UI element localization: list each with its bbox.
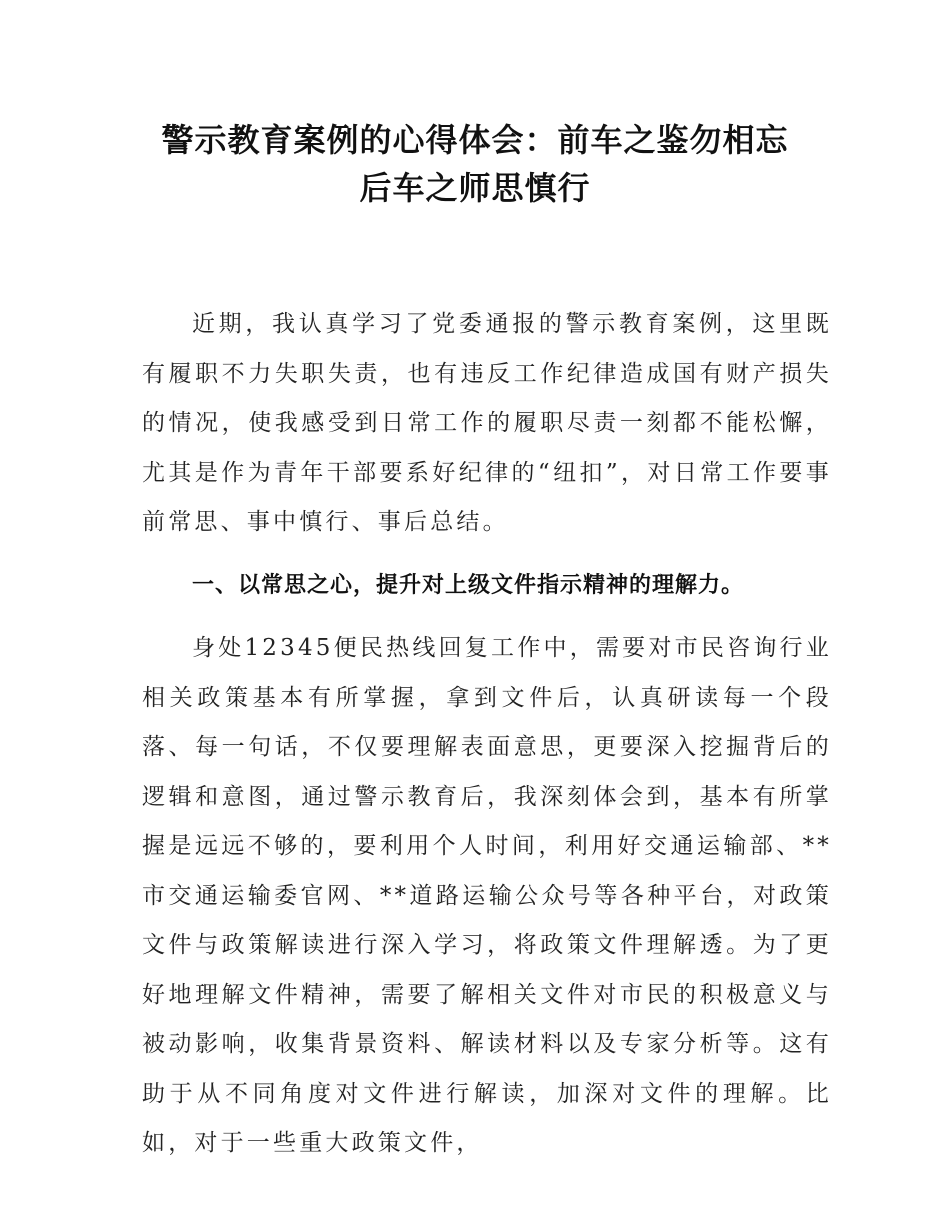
body-paragraph-section-1: 身处12345便民热线回复工作中，需要对市民咨询行业相关政策基本有所掌握，拿到文件后，认真研读每一个段落、每一句话，不仅要理解表面意思，更要深入挖掘背后的逻辑和意图，通过警示教育后，我深刻体会到，基本有所掌握是远远不够的，要利用个人时间，利用好交通运输部、**市交通运输委官网、**道路运输公众号等各种平台，对政策文件与政策解读进行深入学习，将政策文件理解透。为了更好地理解文件精神，需要了解相关文件对市民的积极意义与被动影响，收集背景资料、解读材料以及专家分析等。这有助于从不同角度对文件进行解读，加深对文件的理解。比如，对于一些重大政策文件， — [142, 635, 832, 1156]
document-title-line-2: 后车之师思慎行 — [359, 169, 591, 207]
document-title-line-1: 警示教育案例的心得体会：前车之鉴勿相忘 — [161, 121, 789, 159]
body-paragraph-intro: 近期，我认真学习了党委通报的警示教育案例，这里既有履职不力失职失责，也有违反工作纪律造成国有财产损失的情况，使我感受到日常工作的履职尽责一刻都不能松懈，尤其是作为青年干部要系好纪律的“纽扣”，对日常工作要事前常思、事中慎行、事后总结。 — [142, 311, 832, 535]
section-heading-1: 一、以常思之心，提升对上级文件指示精神的理解力。 — [192, 573, 745, 598]
